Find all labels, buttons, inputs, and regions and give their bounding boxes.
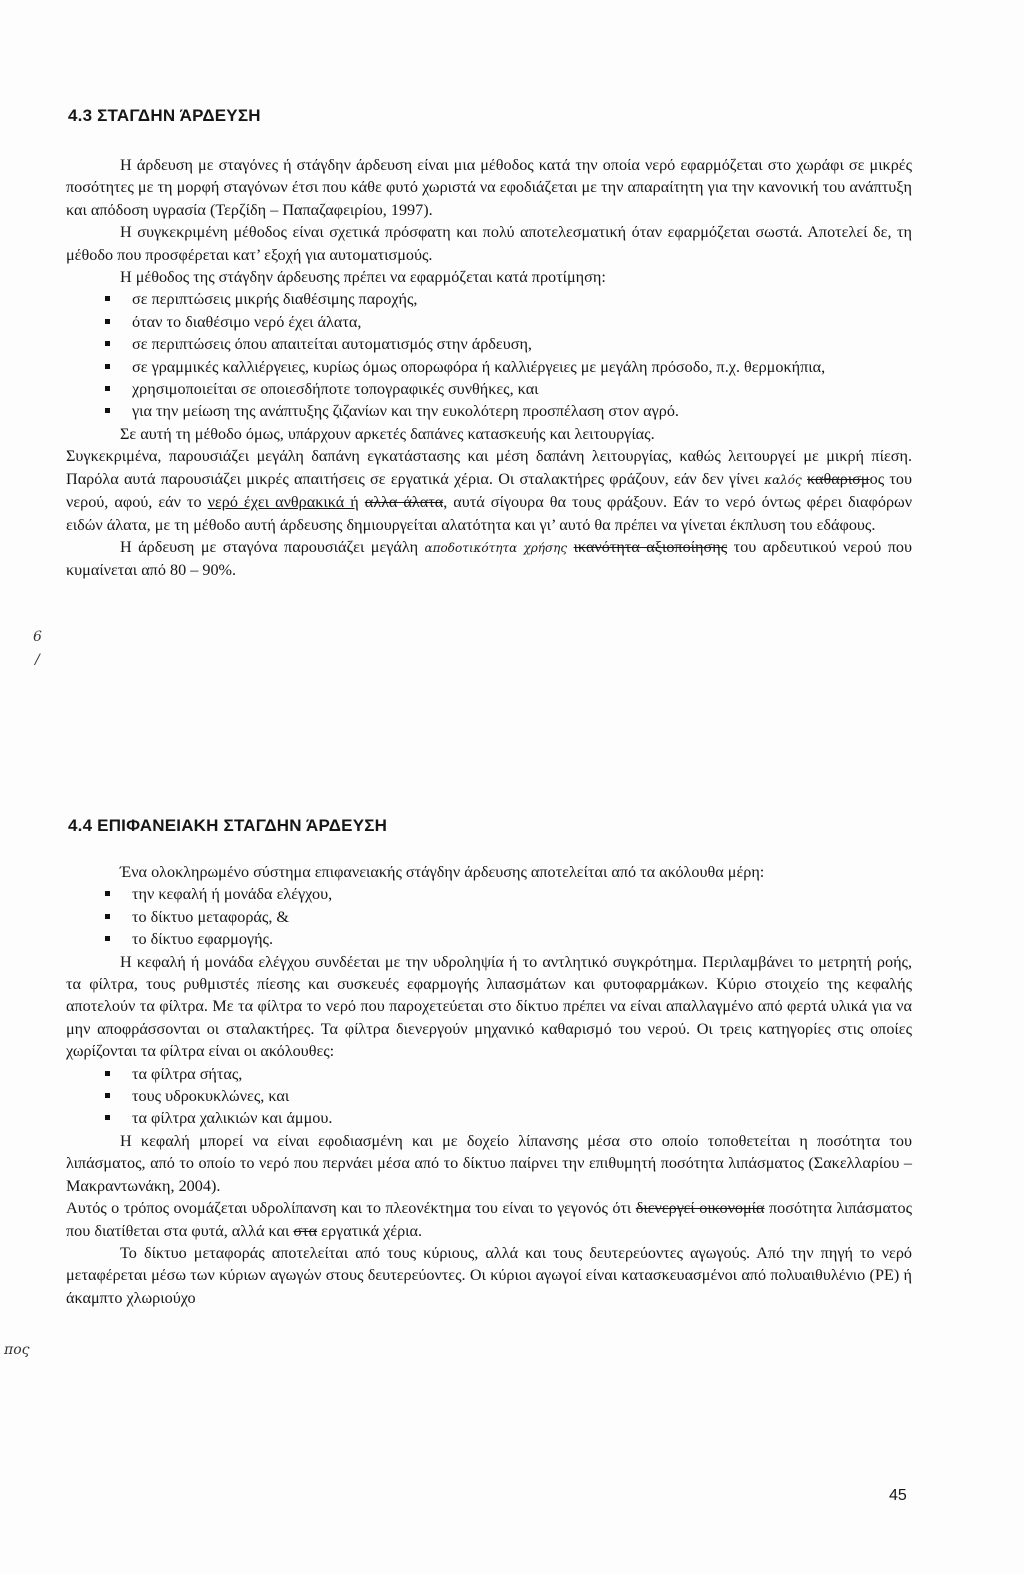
paragraph-preference: Η μέθοδος της στάγδην άρδευσης πρέπει να εφαρμόζεται κατά προτίμηση: xyxy=(120,268,606,287)
list-item: σε γραμμικές καλλιέργειες, κυρίως όμως οπορωφόρα ή καλλιέργειες με μεγάλη πρόσοδο, π.χ. θερμοκήπια, xyxy=(66,356,912,378)
section-4-3-body xyxy=(66,154,912,582)
list-item: το δίκτυο εφαρμογής. xyxy=(66,928,912,950)
paragraph-costs: Σε αυτή τη μέθοδο όμως, υπάρχουν αρκετές δαπάνες κατασκευής και λειτουργίας. xyxy=(120,424,655,443)
paragraph-intro: Η άρδευση με σταγόνες ή στάγδην άρδευση είναι μια μέθοδος κατά την οποία νερό εφαρμόζεται στο χωράφι σε μικρές ποσότητες με τη μορφή σταγόνων έτσι που κάθε φυτό χωριστά να εφοδιάζεται με την απαραίτητη για την κανονική του ανάπτυξη και απόδοση υγρασία (Τερζίδη – Παπαζαφειρίου, 1997). xyxy=(66,156,912,219)
list-item: για την μείωση της ανάπτυξης ζιζανίων και την ευκολότερη προσπέλαση στον αγρό. xyxy=(66,400,912,422)
list-item: τα φίλτρα χαλικιών και άμμου. xyxy=(66,1107,912,1129)
paragraph-fertigation: Αυτός ο τρόπος ονομάζεται υδρολίπανση και το πλεονέκτημα του είναι το γεγονός ότι διενεργεί οικονομία ποσότητα λιπάσματος που διατίθεται στα φυτά, αλλά και στα εργατικά χέρια. xyxy=(66,1199,913,1240)
section-heading-4-3: 4.3 ΣΤΑΓΔΗΝ ΆΡΔΕΥΣΗ xyxy=(68,106,261,125)
page-number: 45 xyxy=(889,1487,907,1504)
list-item: σε περιπτώσεις όπου απαιτείται αυτοματισμός στην άρδευση, xyxy=(66,333,912,355)
list-item: τους υδροκυκλώνες, και xyxy=(66,1085,912,1107)
paragraph-system: Ένα ολοκληρωμένο σύστημα επιφανειακής στάγδην άρδευσης αποτελείται από τα ακόλουθα μέρη: xyxy=(120,863,765,881)
paragraph-method: Η συγκεκριμένη μέθοδος είναι σχετικά πρόσφατη και πολύ αποτελεσματική όταν εφαρμόζεται σωστά. Αποτελεί δε, τη μέθοδο που προσφέρεται κατ’ εξοχή για αυτοματισμούς. xyxy=(66,223,912,264)
list-item: όταν το διαθέσιμο νερό έχει άλατα, xyxy=(66,311,912,333)
struck-text: διενεργεί οικονομία xyxy=(635,1199,765,1218)
paragraph-fertilizer: Η κεφαλή μπορεί να είναι εφοδιασμένη και με δοχείο λίπανσης μέσα στο οποίο τοποθετείται η ποσότητα του λιπάσματος, από το οποίο το νερό που περνάει μέσα από το δίκτυο παίρνει την επιθυμητή ποσότητα λιπάσματος (Σακελλαρίου – Μακραντωνάκη, 2004). xyxy=(66,1131,912,1195)
list-item: χρησιμοποιείται σε οποιεσδήποτε τοπογραφικές συνθήκες, και xyxy=(66,378,912,400)
list-item: σε περιπτώσεις μικρής διαθέσιμης παροχής, xyxy=(66,288,912,310)
margin-note: / xyxy=(35,652,40,668)
struck-text: ικανότητα αξιοποίησης xyxy=(573,537,728,556)
filter-list xyxy=(66,1063,912,1130)
handwritten-insert: αποδοτικότητα χρήσης xyxy=(424,540,568,555)
paragraph-specifics: Συγκεκριμένα, παρουσιάζει μεγάλη δαπάνη εγκατάστασης και μέση δαπάνη λειτουργίας, καθώς λειτουργεί με μικρή πίεση. Παρόλα αυτά παρουσιάζει μικρές απαιτήσεις σε εργατικά χέρια. Οι σταλακτήρες φράζουν, εάν δεν γίνει καλός καθαρισμος του νερού, αφού, εάν το νερό έχει ανθρακικά ή αλλα άλατα, αυτά σίγουρα θα τους φράξουν. Εάν το νερό όντως φέρει διαφόρων ειδών άλατα, με τη μέθοδο αυτή άρδευσης δημιουργείται αλατότητα και γι’ αυτό θα πρέπει να γίνεται έκπλυση του εδάφους. xyxy=(66,447,913,534)
margin-note: πος xyxy=(4,1342,30,1358)
margin-note: 6 xyxy=(33,629,42,645)
struck-text: καθαρισμ xyxy=(807,469,870,488)
section-heading-4-4: 4.4 ΕΠΙΦΑΝΕΙΑΚΗ ΣΤΑΓΔΗΝ ΆΡΔΕΥΣΗ xyxy=(68,816,388,835)
preference-list xyxy=(66,288,912,422)
handwritten-insert: καλός xyxy=(764,472,802,487)
struck-text: αλλα άλατα xyxy=(364,493,444,512)
paragraph-control-head: Η κεφαλή ή μονάδα ελέγχου συνδέεται με την υδροληψία ή το αντλητικό συγκρότημα. Περιλαμβάνει το μετρητή ροής, τα φίλτρα, τους ρυθμιστές πίεσης και συσκευές εφαρμογής λιπασμάτων και φυτοφαρμάκων. Κύριο στοιχείο της κεφαλής αποτελούν τα φίλτρα. Με τα φίλτρα το νερό που παροχετεύεται στο δίκτυο πρέπει να είναι απαλλαγμένο από φερτά υλικά για να μην αποφράσσονται οι σταλακτήρες. Τα φίλτρα διενεργούν μηχανικό καθαρισμό του νερού. Οι τρεις κατηγορίες στις οποίες χωρίζονται τα φίλτρα είναι οι ακόλουθες: xyxy=(66,952,912,1061)
section-4-4-body xyxy=(66,861,912,1309)
struck-text: στα xyxy=(293,1221,318,1240)
list-item: τα φίλτρα σήτας, xyxy=(66,1063,912,1085)
parts-list xyxy=(66,883,912,950)
paragraph-network: Το δίκτυο μεταφοράς αποτελείται από τους κύριους, αλλά και τους δευτερεύοντες αγωγούς. Από την πηγή το νερό μεταφέρεται μέσω των κύριων αγωγών στους δευτερεύοντες. Οι κύριοι αγωγοί είναι κατασκευασμένοι από πολυαιθυλένιο (PE) ή άκαμπτο χλωριούχο xyxy=(66,1243,912,1307)
list-item: την κεφαλή ή μονάδα ελέγχου, xyxy=(66,883,912,905)
paragraph-efficiency: Η άρδευση με σταγόνα παρουσιάζει μεγάλη αποδοτικότητα χρήσης ικανότητα αξιοποίησης του αρδευτικού νερού που κυμαίνεται από 80 – 90%. xyxy=(66,537,913,580)
list-item: το δίκτυο μεταφοράς, & xyxy=(66,906,912,928)
